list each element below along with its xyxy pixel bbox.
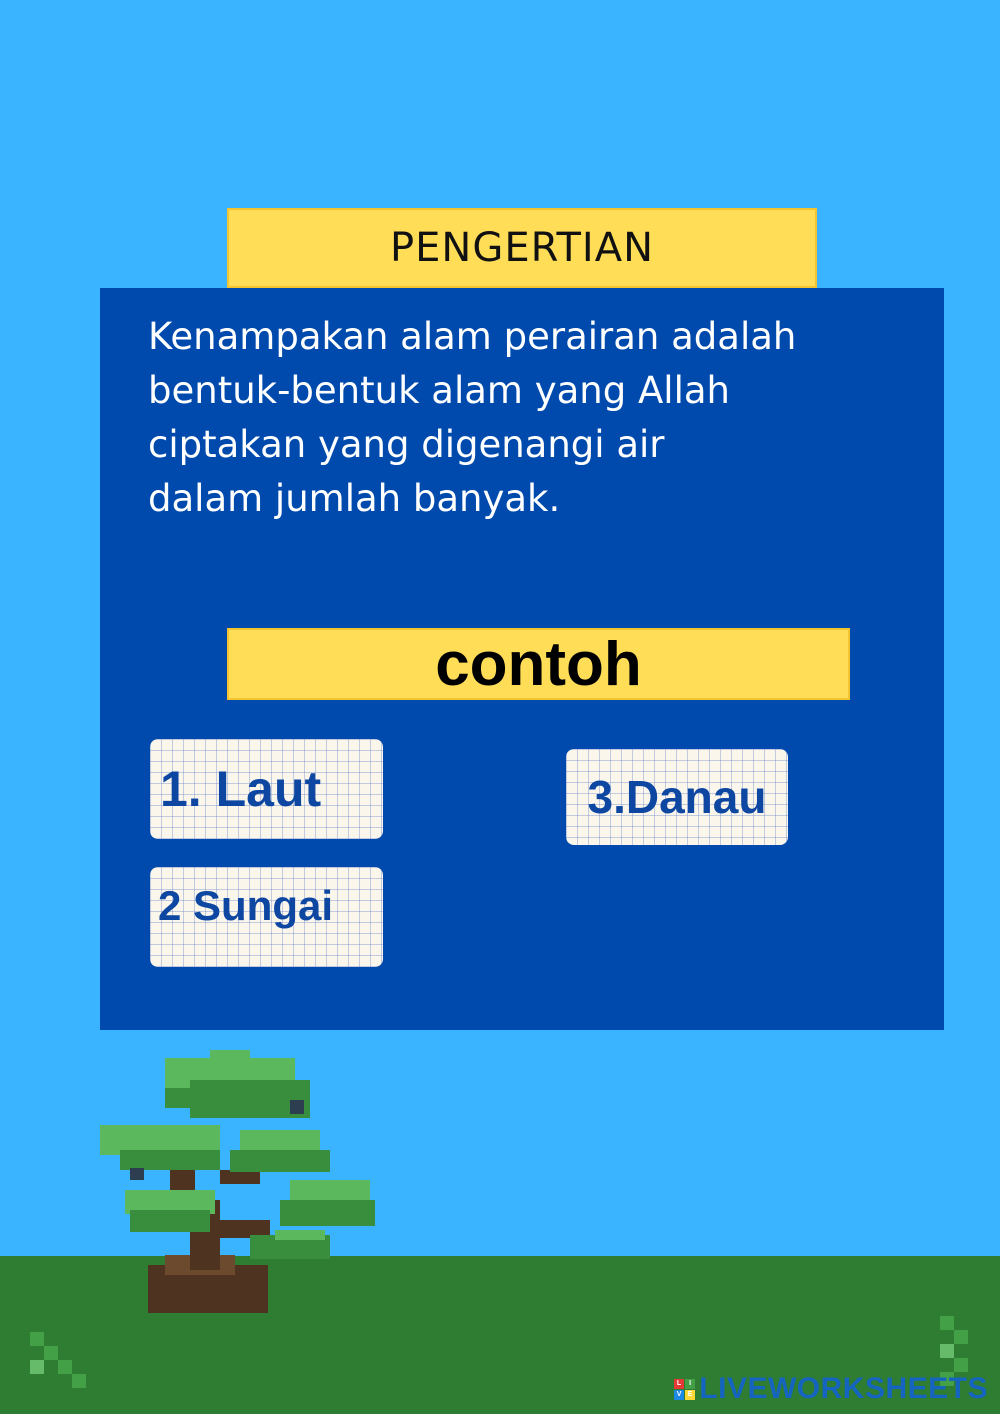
example-card-danau[interactable]: 3.Danau xyxy=(566,749,788,845)
example-card-laut[interactable]: 1. Laut xyxy=(150,739,383,839)
logo-letter: E xyxy=(685,1390,695,1400)
pixel-grass-icon xyxy=(30,1332,86,1388)
liveworksheets-logo-icon xyxy=(674,1379,695,1400)
logo-letter: V xyxy=(674,1390,684,1400)
logo-letter: I xyxy=(685,1379,695,1389)
logo-letter: L xyxy=(674,1379,684,1389)
definition-text xyxy=(148,310,848,526)
definition-line: ciptakan yang digenangi air xyxy=(148,423,665,466)
pixel-tree-icon xyxy=(90,1050,400,1320)
definition-line: dalam jumlah banyak. xyxy=(148,477,561,520)
definition-line: bentuk-bentuk alam yang Allah xyxy=(148,369,730,412)
examples-heading: contoh xyxy=(227,628,850,700)
page-title: PENGERTIAN xyxy=(227,208,817,288)
brand-name: LIVEWORKSHEETS xyxy=(699,1372,988,1405)
example-card-sungai[interactable]: 2 Sungai xyxy=(150,867,383,967)
definition-line: Kenampakan alam perairan adalah xyxy=(148,315,797,358)
brand-watermark xyxy=(674,1372,988,1406)
